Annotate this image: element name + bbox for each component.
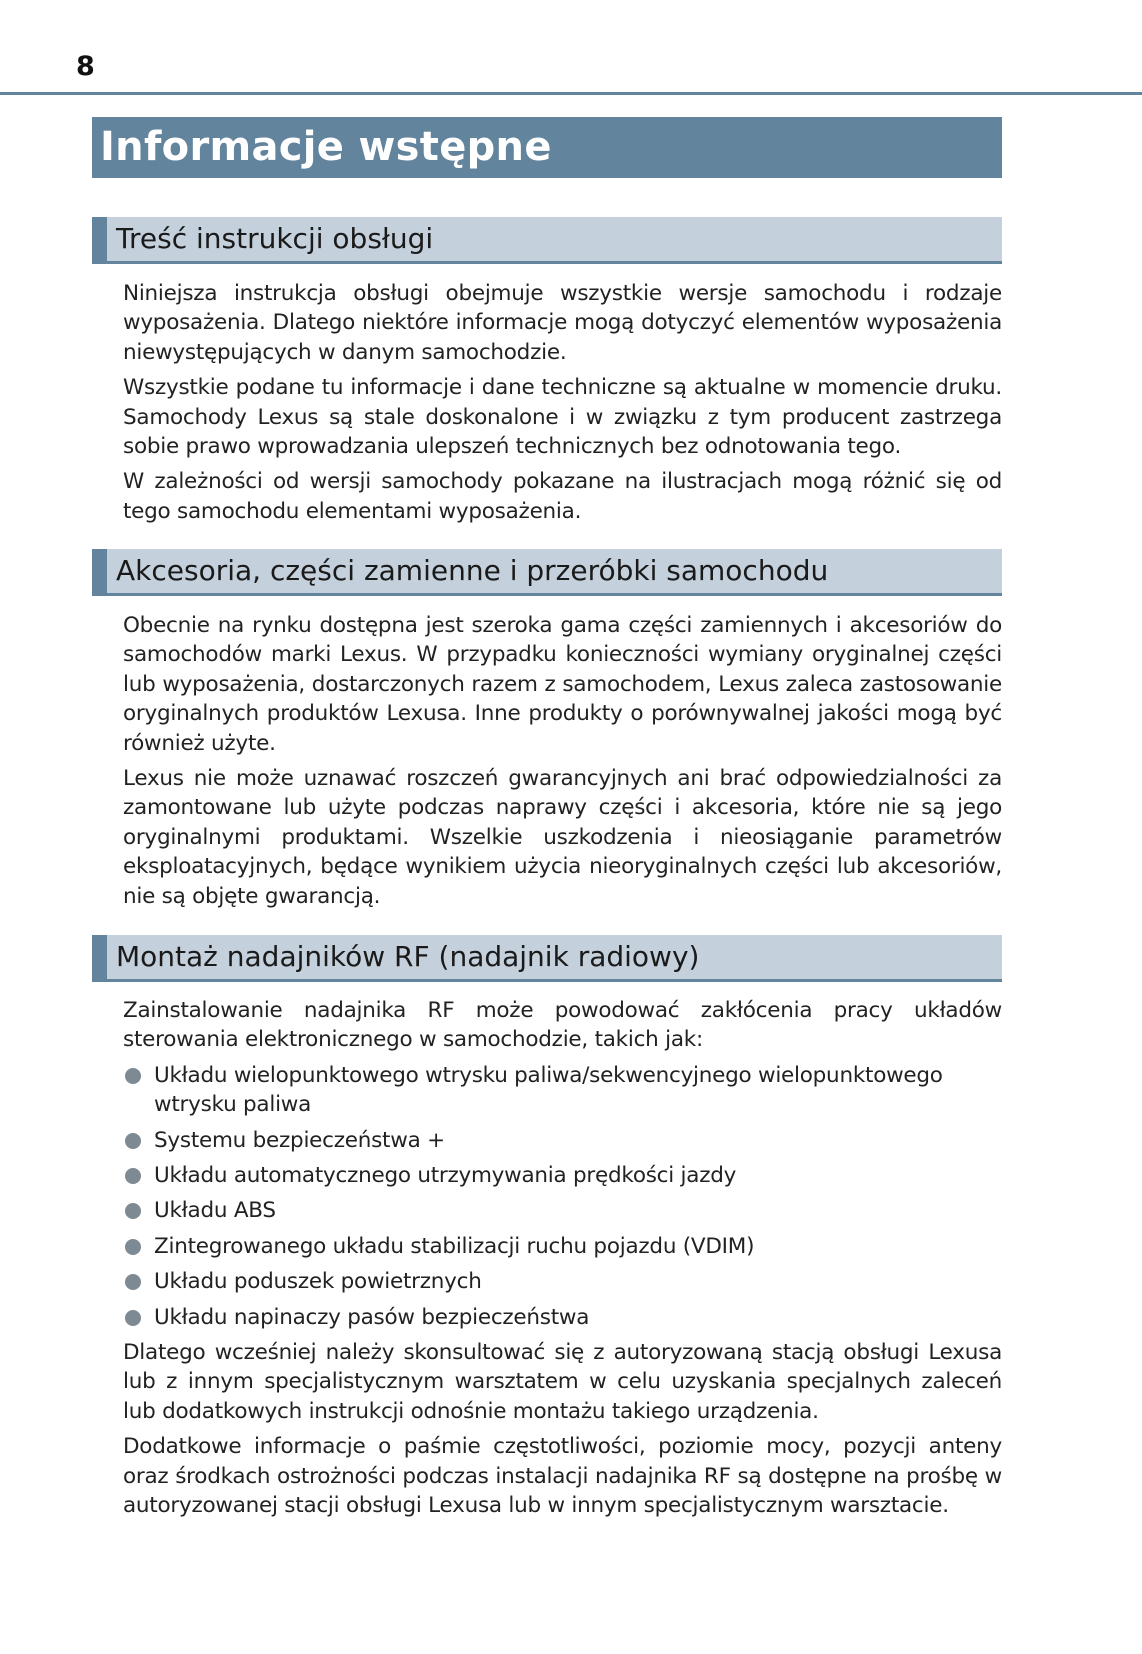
- paragraph: Dlatego wcześniej należy skonsultować się z autoryzowaną stacją obsługi Lexusa lub z innym specjalistycznym warsztatem w celu uzyskania specjalnych zaleceń lub dodatkowych instrukcji odnośnie montażu takiego urządzenia.: [123, 1340, 1002, 1424]
- section-accent-bar: [92, 935, 107, 979]
- chapter-title-bar: [92, 117, 1002, 178]
- affected-systems-list: [123, 1061, 1002, 1332]
- bullet-icon: [125, 1068, 141, 1084]
- list-item: Układu napinaczy pasów bezpieczeństwa: [123, 1303, 1002, 1332]
- paragraph: Niniejsza instrukcja obsługi obejmuje wszystkie wersje samochodu i rodzaje wyposażenia. Dlatego niektóre informacje mogą dotyczyć elementów wyposażenia niewystępujących w danym samochodzie.: [123, 281, 1002, 365]
- section-body-rf-transmitters: [123, 996, 1002, 1527]
- list-item: Zintegrowanego układu stabilizacji ruchu pojazdu (VDIM): [123, 1232, 1002, 1261]
- bullet-icon: [125, 1168, 141, 1184]
- list-item: Układu wielopunktowego wtrysku paliwa/sekwencyjnego wielopunktowego wtrysku paliwa: [123, 1061, 1002, 1120]
- bullet-icon: [125, 1239, 141, 1255]
- bullet-icon: [125, 1133, 141, 1149]
- paragraph: Wszystkie podane tu informacje i dane techniczne są aktualne w momencie druku. Samochody Lexus są stale doskonalone i w związku z tym producent zastrzega sobie prawo wprowadzania ulepszeń technicznych bez odnotowania tego.: [123, 375, 1002, 460]
- section-accent-bar: [92, 217, 107, 261]
- paragraph: Zainstalowanie nadajnika RF może powodować zakłócenia pracy układów sterowania elektronicznego w samochodzie, takich jak:: [123, 998, 1002, 1053]
- section-title: Akcesoria, części zamienne i przeróbki samochodu: [116, 554, 829, 587]
- list-item: Układu ABS: [123, 1196, 1002, 1225]
- paragraph: Lexus nie może uznawać roszczeń gwarancyjnych ani brać odpowiedzialności za zamontowane lub użyte podczas naprawy części i akcesoria, które nie są jego oryginalnymi produktami. Wszelkie uszkodzenia i nieosiąganie parametrów eksploatacyjnych, będące wynikiem użycia nieoryginalnych części lub akcesoriów, nie są objęte gwarancją.: [123, 766, 1002, 909]
- paragraph: Dodatkowe informacje o paśmie częstotliwości, poziomie mocy, pozycji anteny oraz środkach ostrożności podczas instalacji nadajnika RF są dostępne na prośbę w autoryzowanej stacji obsługi Lexusa lub w innym specjalistycznym warsztacie.: [123, 1434, 1002, 1519]
- list-item: Układu poduszek powietrznych: [123, 1267, 1002, 1296]
- chapter-title: Informacje wstępne: [100, 124, 552, 170]
- paragraph: Obecnie na rynku dostępna jest szeroka gama części zamiennych i akcesoriów do samochodów marki Lexus. W przypadku konieczności wymiany oryginalnej części lub wyposażenia, dostarczonych razem z samochodem, Lexus zaleca zastosowanie oryginalnych produktów Lexusa. Inne produkty o porównywalnej jakości mogą być również użyte.: [123, 613, 1002, 756]
- section-accent-bar: [92, 549, 107, 593]
- section-header-rf-transmitters: [92, 935, 1002, 982]
- bullet-icon: [125, 1203, 141, 1219]
- section-title: Montaż nadajników RF (nadajnik radiowy): [116, 940, 700, 973]
- section-body-manual-contents: [123, 279, 1002, 532]
- section-body-accessories: [123, 611, 1002, 917]
- paragraph: W zależności od wersji samochody pokazane na ilustracjach mogą różnić się od tego samochodu elementami wyposażenia.: [123, 469, 1002, 524]
- bullet-icon: [125, 1310, 141, 1326]
- section-header-accessories: [92, 549, 1002, 596]
- list-item: Układu automatycznego utrzymywania prędkości jazdy: [123, 1161, 1002, 1190]
- section-header-manual-contents: [92, 217, 1002, 264]
- page-number: 8: [76, 51, 95, 82]
- section-title: Treść instrukcji obsługi: [116, 222, 434, 255]
- bullet-icon: [125, 1274, 141, 1290]
- header-rule: [0, 92, 1142, 95]
- list-item: Systemu bezpieczeństwa +: [123, 1126, 1002, 1155]
